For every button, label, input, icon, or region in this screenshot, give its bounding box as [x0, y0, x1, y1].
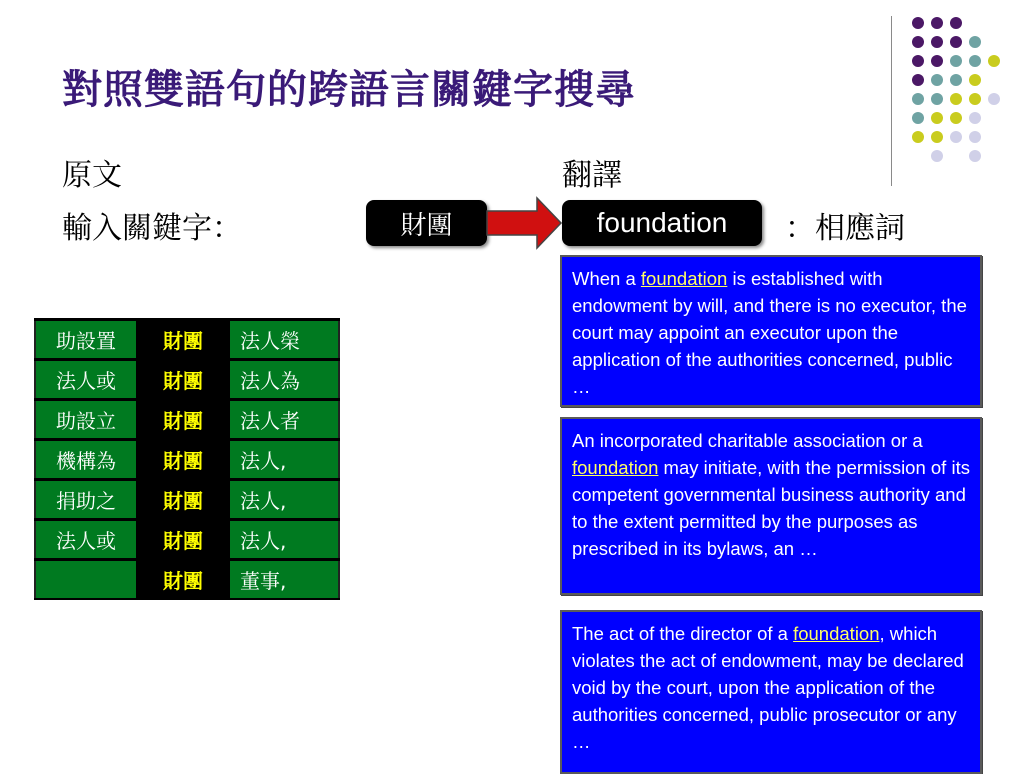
left-context-cell: 捐助之	[35, 480, 137, 520]
left-context-cell: 法人或	[35, 520, 137, 560]
label-translation: 翻譯	[562, 158, 622, 193]
right-context-cell: 法人者	[229, 400, 339, 440]
table-row	[35, 560, 339, 600]
label-original: 原文	[62, 158, 122, 193]
label-corresponding-word: ：相應詞	[785, 211, 905, 246]
keyword-cell: 財團	[137, 400, 229, 440]
table-row	[35, 520, 339, 560]
keyword-cell: 財團	[137, 480, 229, 520]
paragraph-text: , which violates the act of endowment, may be declared void by the court, upon the application of the authorities concerned, public prosecutor or any …	[572, 623, 964, 752]
translation-term-box: foundation	[562, 200, 762, 246]
table-row	[35, 320, 339, 360]
highlighted-term-link[interactable]: foundation	[640, 268, 728, 289]
table-row	[35, 360, 339, 400]
highlighted-term-link[interactable]: foundation	[793, 623, 880, 644]
right-arrow-icon	[485, 194, 565, 254]
right-context-cell: 法人,	[229, 440, 339, 480]
table-row	[35, 440, 339, 480]
paragraph-text: may initiate, with the permission of its competent governmental business authority and to the extent permitted by the purposes as prescribed in its bylaws, an …	[572, 457, 970, 559]
keyword-cell: 財團	[137, 320, 229, 360]
table-row	[35, 400, 339, 440]
paragraph-text: When a	[572, 268, 641, 289]
left-context-cell: 助設立	[35, 400, 137, 440]
translation-paragraph-1	[560, 255, 982, 407]
keyword-cell: 財團	[137, 560, 229, 600]
highlighted-term-link[interactable]: foundation	[572, 457, 659, 478]
paragraph-text: The act of the director of a	[572, 623, 794, 644]
translation-paragraph-3	[560, 610, 982, 774]
decorative-divider-line	[891, 16, 892, 186]
keyword-cell: 財團	[137, 440, 229, 480]
right-context-cell: 法人,	[229, 520, 339, 560]
left-context-cell	[35, 560, 137, 600]
paragraph-text: An incorporated charitable association or a	[572, 430, 923, 451]
right-context-cell: 法人榮	[229, 320, 339, 360]
table-row	[35, 480, 339, 520]
keyword-box: 財團	[366, 200, 487, 246]
concordance-table	[34, 318, 340, 600]
slide-title: 對照雙語句的跨語言關鍵字搜尋	[62, 66, 636, 113]
keyword-cell: 財團	[137, 520, 229, 560]
right-context-cell: 董事,	[229, 560, 339, 600]
left-context-cell: 機構為	[35, 440, 137, 480]
label-input-keyword: 輸入關鍵字：	[62, 211, 242, 246]
left-context-cell: 助設置	[35, 320, 137, 360]
keyword-cell: 財團	[137, 360, 229, 400]
right-context-cell: 法人為	[229, 360, 339, 400]
translation-paragraph-2	[560, 417, 982, 595]
right-context-cell: 法人,	[229, 480, 339, 520]
left-context-cell: 法人或	[35, 360, 137, 400]
paragraph-text: is established with endowment by will, and there is no executor, the court may appoint an executor upon the application of the authorities concerned, public …	[572, 268, 967, 397]
